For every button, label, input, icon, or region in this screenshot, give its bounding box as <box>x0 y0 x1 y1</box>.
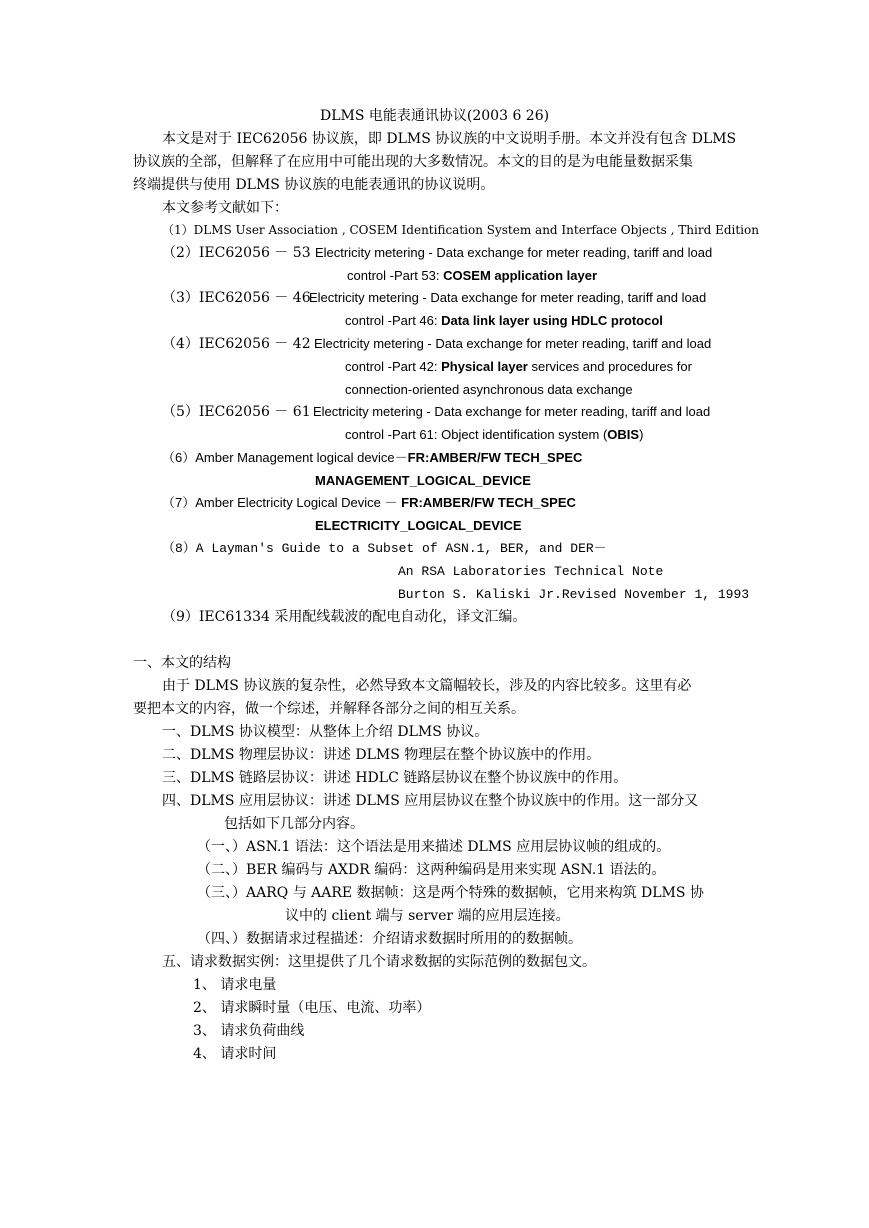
outline-item-5: 五、请求数据实例：这里提供了几个请求数据的实际范例的数据包文。 <box>162 954 596 970</box>
reference-5-close: ) <box>639 427 644 442</box>
reference-2-part-label: control -Part 53: <box>347 268 440 283</box>
reference-7 <box>162 493 576 513</box>
outline-subitem-4: （四、）数据请求过程描述：介绍请求数据时所用的的数据帧。 <box>197 931 582 947</box>
reference-9: （9）IEC61334 采用配线载波的配电自动化，译文汇编。 <box>162 609 527 625</box>
outline-item-1: 一、DLMS 协议模型：从整体上介绍 DLMS 协议。 <box>162 724 489 740</box>
outline-subitem-1: （一、）ASN.1 语法：这个语法是用来描述 DLMS 应用层协议帧的组成的。 <box>197 839 671 855</box>
reference-6-label: （6）Amber Management logical device－ <box>162 450 408 465</box>
reference-8-note: An RSA Laboratories Technical Note <box>398 564 664 579</box>
reference-5-title: Electricity metering - Data exchange for meter reading, tariff and load <box>313 404 711 419</box>
doc-title: DLMS 电能表通讯协议(2003 6 26) <box>320 108 550 124</box>
reference-2-title: Electricity metering - Data exchange for meter reading, tariff and load <box>315 245 713 260</box>
reference-3-part <box>345 311 663 331</box>
reference-5-id: （5）IEC62056 － 61 <box>162 404 311 420</box>
outline-item-3: 三、DLMS 链路层协议：讲述 HDLC 链路层协议在整个协议族中的作用。 <box>162 770 628 786</box>
reference-7-label: （7）Amber Electricity Logical Device － <box>162 495 402 510</box>
reference-3-part-name: Data link layer using HDLC protocol <box>441 313 663 328</box>
intro-line-2: 协议族的全部，但解释了在应用中可能出现的大多数情况。本文的目的是为电能量数据采集 <box>133 154 693 170</box>
reference-5-part-label: control -Part 61: Object identification system ( <box>345 427 608 442</box>
reference-4-part-name: Physical layer <box>441 359 528 374</box>
reference-4-part-cont: connection-oriented asynchronous data exchange <box>345 382 633 397</box>
intro-line-1: 本文是对于 IEC62056 协议族，即 DLMS 协议族的中文说明手册。本文并没有包含 DLMS <box>162 131 737 147</box>
reference-4-part-label: control -Part 42: <box>345 359 438 374</box>
reference-2-id: （2）IEC62056 － 53 <box>162 245 311 261</box>
reference-3-part-label: control -Part 46: <box>345 313 438 328</box>
reference-4-id: （4）IEC62056 － 42 <box>162 336 311 352</box>
reference-7-spec: FR:AMBER/FW TECH_SPEC <box>401 495 576 510</box>
section-paragraph-line-2: 要把本文的内容，做一个综述，并解释各部分之间的相互关系。 <box>133 701 525 717</box>
section-heading: 一、本文的结构 <box>133 655 231 671</box>
reference-3-title: Electricity metering - Data exchange for meter reading, tariff and load <box>309 290 707 305</box>
example-item-2: 2、 请求瞬时量（电压、电流、功率） <box>193 1000 431 1016</box>
reference-6-spec: FR:AMBER/FW TECH_SPEC <box>407 450 583 465</box>
outline-subitem-3-cont: 议中的 client 端与 server 端的应用层连接。 <box>285 908 570 924</box>
outline-item-2: 二、DLMS 物理层协议：讲述 DLMS 物理层在整个协议族中的作用。 <box>162 747 601 763</box>
outline-subitem-2: （二、）BER 编码与 AXDR 编码：这两种编码是用来实现 ASN.1 语法的。 <box>197 862 666 878</box>
reference-4-part <box>345 357 692 377</box>
reference-2-part <box>347 266 597 286</box>
outline-item-4-cont: 包括如下几部分内容。 <box>224 816 364 832</box>
reference-1: （1）DLMS User Association , COSEM Identification System and Interface Objects , Third Edition <box>162 223 759 237</box>
section-paragraph-line-1: 由于 DLMS 协议族的复杂性，必然导致本文篇幅较长，涉及的内容比较多。这里有必 <box>162 678 692 694</box>
reference-5-obis: OBIS <box>607 427 640 442</box>
intro-line-3: 终端提供与使用 DLMS 协议族的电能表通讯的协议说明。 <box>133 177 495 193</box>
reference-8: （8）A Layman's Guide to a Subset of ASN.1, BER, and DER－ <box>162 541 607 556</box>
reference-3-id: （3）IEC62056 － 46 <box>162 290 311 306</box>
refs-heading: 本文参考文献如下： <box>162 200 288 216</box>
reference-5-part <box>345 425 643 445</box>
reference-7-device: ELECTRICITY_LOGICAL_DEVICE <box>315 518 522 533</box>
example-item-4: 4、 请求时间 <box>193 1046 277 1062</box>
outline-item-4: 四、DLMS 应用层协议：讲述 DLMS 应用层协议在整个协议族中的作用。这一部分又 <box>162 793 699 809</box>
reference-4-title: Electricity metering - Data exchange for meter reading, tariff and load <box>314 336 712 351</box>
reference-4-part-rest: services and procedures for <box>531 359 692 374</box>
example-item-3: 3、 请求负荷曲线 <box>193 1023 305 1039</box>
reference-6 <box>162 448 582 468</box>
reference-6-device: MANAGEMENT_LOGICAL_DEVICE <box>315 473 531 488</box>
example-item-1: 1、 请求电量 <box>193 977 277 993</box>
outline-subitem-3: （三、）AARQ 与 AARE 数据帧：这是两个特殊的数据帧，它用来构筑 DLMS 协 <box>197 885 704 901</box>
reference-2-part-name: COSEM application layer <box>443 268 597 283</box>
reference-8-author: Burton S. Kaliski Jr.Revised November 1, 1993 <box>398 587 750 602</box>
